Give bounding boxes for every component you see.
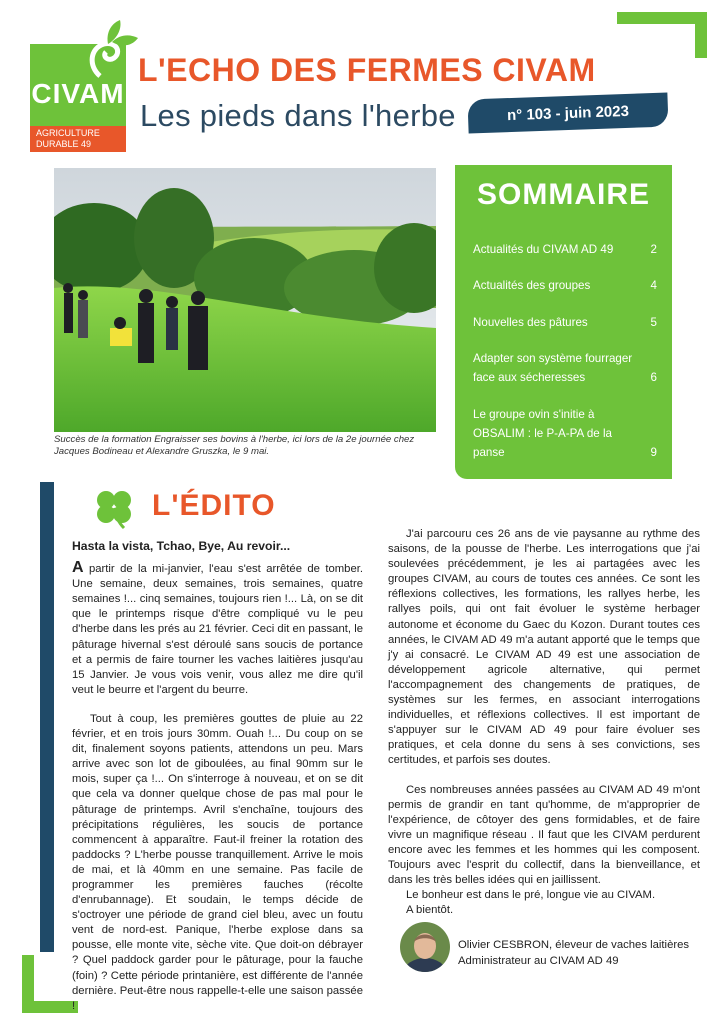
issue-badge: n° 103 - juin 2023 <box>467 93 668 134</box>
tagline-line-2: DURABLE 49 <box>36 139 92 149</box>
logo-tagline <box>30 126 126 152</box>
author-signature <box>458 937 708 969</box>
toc-item-page: 4 <box>650 279 657 292</box>
leaf-swirl-icon <box>86 14 140 84</box>
toc-item-label: Actualités du CIVAM AD 49 <box>473 243 614 256</box>
tagline-line-1: AGRICULTURE <box>36 128 100 138</box>
clover-icon-wrap <box>92 486 136 530</box>
newsletter-title: L'ECHO DES FERMES CIVAM <box>138 52 596 88</box>
edito-paragraph-2: Tout à coup, les premières gouttes de pluie au 22 février, et en trois jours 30mm. Ouah !... Du coup on se dit, finalement soyons patients, attendons un peu. Mars arrive avec son lot de giboulées, au final 90mm sur le mois, super ça !... On s'interroge à nouveau, et on se dit que cela va donner quelque chose de pas mal pour le pâturage de printemps. Avril s'enchaîne, toujours des précipitations régulières, les soucis de portance commencent à apparaître. Faut-il freiner la rotation des paddocks ? L'herbe pousse tranquillement. Arrive le mois de mai, et là 40mm en une semaine. Pas facile de programmer les premières fauches (récolte d'enrubannage). Et soudain, le temps décide de s'octroyer une période de grand ciel bleu, avec un foutu vent de nord-est. Panique, l'herbe explose dans sa pousse, elle monte vite, sèche vite. Que doit-on débrayer ? Quel paddock garder pour le pâturage, pour la fauche (foin) ? Cette période printanière, est différente de l'année dernière. Peut-être nous rappelle-t-elle une saison passée ! <box>72 712 363 1012</box>
drop-cap: A <box>72 559 84 577</box>
toc-item-page: 6 <box>650 371 657 384</box>
toc-item-label: Nouvelles des pâtures <box>473 316 588 329</box>
author-name: Olivier CESBRON, éleveur de vaches laitières <box>458 939 690 951</box>
edito-column-right <box>388 527 700 918</box>
toc-item[interactable] <box>473 349 657 387</box>
edito-closing-1: Le bonheur est dans le pré, longue vie au CIVAM. <box>406 889 656 902</box>
edito-column-left <box>72 539 363 1014</box>
edito-paragraph-4: Ces nombreuses années passées au CIVAM AD 49 m'ont permis de grandir en tant qu'homme, de m'approprier de l'expérience, de côtoyer des gens formidables, et de faire vivre un magnifique réseau . Il faut que les CIVAM perdurent encore avec les femmes et les hommes qui les composent. Toujours avec l'esprit du collectif, dans la bienveillance, et dans les très belles idées qui en jaillissent. <box>388 783 700 887</box>
photo-caption: Succès de la formation Engraisser ses bovins à l'herbe, ici lors de la 2e journée chez Jacques Bodineau et Alexandre Gruszka, le 9 mai. <box>54 434 415 457</box>
toc-item[interactable] <box>473 405 657 462</box>
side-accent-bar <box>40 482 54 952</box>
edito-heading: Hasta la vista, Tchao, Bye, Au revoir... <box>72 539 291 553</box>
table-of-contents <box>455 165 672 479</box>
author-portrait <box>400 922 450 972</box>
edito-paragraph-3: J'ai parcouru ces 26 ans de vie paysanne au rythme des saisons, de la pousse de l'herbe. Les interrogations que j'ai soulevées précédemment, je les ai partagées avec les groupes CIVAM, au cours de toutes ces années. Ce sont les réflexions collectives, les formations, les rallyes herbe, les rallyes poils, qui ont fait évoluer le système herbager autonome et économe du Gaec du Kozon. Durant toutes ces années, le CIVAM AD 49 m'a autant apporté que le temps que j'y ai consacré. Le CIVAM AD 49 est une association de développement agricole alternative, qui permet l'accompagnement des changements de pratiques, de systèmes sur les fermes, en associant interrogations individuelles, et réflexions collectives. Il est important de s'appuyer sur le CIVAM AD 49 pour faire évoluer ses pratiques, et cela donne du sens à ses convictions, ses certitudes, et parfois ses doutes. <box>388 528 700 767</box>
corner-decoration-top-right <box>617 12 707 58</box>
edito-title: L'ÉDITO <box>152 489 276 522</box>
edito-paragraph-1-text: partir de la mi-janvier, l'eau s'est arrêtée de tomber. Une semaine, deux semaines, trois semaines, quatre semaines !... cinq semaines, toujours rien !... Là, on se dit que le printemps risque d'être compliqué vu le peu d'herbe dans les prés au 21 février. Ceci dit en passant, le pâturage hivernal s'est déroulé sans soucis de portance et a permis de faire tourner les vaches laitières jusqu'au 15 Janvier. Je vous vois venir, vous allez me dire qu'il veut le beurre et l'argent du beurre. <box>72 563 364 696</box>
edito-paragraph-1 <box>72 560 363 698</box>
toc-item-page: 9 <box>650 446 657 459</box>
pasture-photo-illustration <box>54 168 436 432</box>
edito-closing-2: A bientôt. <box>406 904 454 917</box>
corner-decoration-bottom-left <box>22 955 78 1013</box>
cover-photo <box>54 168 436 432</box>
toc-item-label: Adapter son système fourrager face aux sécheresses <box>473 352 633 384</box>
toc-item-page: 5 <box>650 316 657 329</box>
toc-item-label: Actualités des groupes <box>473 279 591 292</box>
author-avatar <box>400 922 450 972</box>
toc-item[interactable] <box>473 276 657 295</box>
toc-item-label: Le groupe ovin s'initie à OBSALIM : le P-A-PA de la panse <box>473 408 612 459</box>
toc-item[interactable] <box>473 240 657 259</box>
logo-name: CIVAM <box>31 78 125 109</box>
toc-item-page: 2 <box>650 243 657 256</box>
sommaire-title: SOMMAIRE <box>477 178 650 211</box>
newsletter-subtitle: Les pieds dans l'herbe <box>140 98 456 133</box>
clover-icon <box>92 486 136 530</box>
author-role: Administrateur au CIVAM AD 49 <box>458 955 619 967</box>
toc-item[interactable] <box>473 313 657 332</box>
